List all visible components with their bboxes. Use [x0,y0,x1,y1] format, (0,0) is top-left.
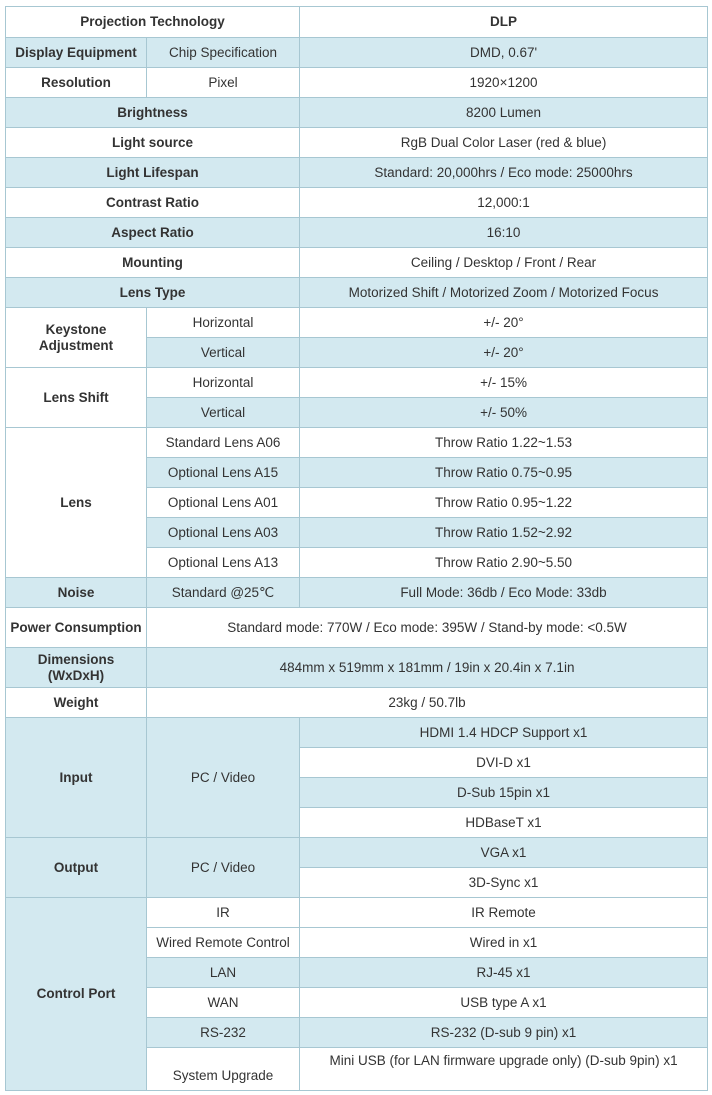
weight-label: Weight [6,688,147,718]
row-lens [6,428,708,458]
row-noise [6,578,708,608]
input-value: D-Sub 15pin x1 [300,778,708,808]
control-port-sub: Wired Remote Control [147,928,300,958]
output-label: Output [6,838,147,898]
light-source-value: RgB Dual Color Laser (red & blue) [300,128,708,158]
lens-shift-value: +/- 15% [300,368,708,398]
lens-type-label: Lens Type [6,278,300,308]
keystone-value: +/- 20° [300,338,708,368]
lens-sub: Standard Lens A06 [147,428,300,458]
weight-value: 23kg / 50.7lb [147,688,708,718]
display-equipment-sub: Chip Specification [147,38,300,68]
keystone-label: Keystone Adjustment [6,308,147,368]
row-control-port [6,898,708,928]
lens-shift-label: Lens Shift [6,368,147,428]
header-right: DLP [300,7,708,38]
row-dimensions [6,648,708,688]
control-port-sub: LAN [147,958,300,988]
input-value: DVI-D x1 [300,748,708,778]
output-value: 3D-Sync x1 [300,868,708,898]
control-port-value: USB type A x1 [300,988,708,1018]
display-equipment-label: Display Equipment [6,38,147,68]
lens-label: Lens [6,428,147,578]
output-sub: PC / Video [147,838,300,898]
row-output [6,838,708,868]
power-label: Power Consumption [6,608,147,648]
display-equipment-value: DMD, 0.67' [300,38,708,68]
control-port-sub: RS-232 [147,1018,300,1048]
light-lifespan-label: Light Lifespan [6,158,300,188]
lens-value: Throw Ratio 0.95~1.22 [300,488,708,518]
lens-shift-sub: Horizontal [147,368,300,398]
control-port-label: Control Port [6,898,147,1091]
row-display-equipment [6,38,708,68]
power-value: Standard mode: 770W / Eco mode: 395W / Stand-by mode: <0.5W [147,608,708,648]
row-light-lifespan [6,158,708,188]
resolution-label: Resolution [6,68,147,98]
row-brightness [6,98,708,128]
lens-sub: Optional Lens A01 [147,488,300,518]
dimensions-value: 484mm x 519mm x 181mm / 19in x 20.4in x 7.1in [147,648,708,688]
lens-type-value: Motorized Shift / Motorized Zoom / Motorized Focus [300,278,708,308]
control-port-value: Wired in x1 [300,928,708,958]
control-port-value: IR Remote [300,898,708,928]
aspect-ratio-value: 16:10 [300,218,708,248]
header-row [6,7,708,38]
lens-value: Throw Ratio 2.90~5.50 [300,548,708,578]
row-light-source [6,128,708,158]
control-port-sub: WAN [147,988,300,1018]
light-lifespan-value: Standard: 20,000hrs / Eco mode: 25000hrs [300,158,708,188]
keystone-sub: Horizontal [147,308,300,338]
mounting-label: Mounting [6,248,300,278]
resolution-sub: Pixel [147,68,300,98]
control-port-value: RJ-45 x1 [300,958,708,988]
noise-label: Noise [6,578,147,608]
lens-value: Throw Ratio 0.75~0.95 [300,458,708,488]
control-port-value: Mini USB (for LAN firmware upgrade only) (D-sub 9pin) x1 [300,1048,708,1091]
brightness-value: 8200 Lumen [300,98,708,128]
contrast-ratio-label: Contrast Ratio [6,188,300,218]
input-label: Input [6,718,147,838]
output-value: VGA x1 [300,838,708,868]
light-source-label: Light source [6,128,300,158]
row-lens-type [6,278,708,308]
lens-shift-sub: Vertical [147,398,300,428]
aspect-ratio-label: Aspect Ratio [6,218,300,248]
row-aspect-ratio [6,218,708,248]
row-weight [6,688,708,718]
header-left: Projection Technology [6,7,300,38]
row-power [6,608,708,648]
row-input [6,718,708,748]
lens-value: Throw Ratio 1.52~2.92 [300,518,708,548]
dimensions-label: Dimensions (WxDxH) [6,648,147,688]
contrast-ratio-value: 12,000:1 [300,188,708,218]
control-port-sub: System Upgrade [147,1048,300,1091]
input-value: HDMI 1.4 HDCP Support x1 [300,718,708,748]
noise-sub: Standard @25℃ [147,578,300,608]
row-lens-shift-horizontal [6,368,708,398]
keystone-sub: Vertical [147,338,300,368]
row-keystone-horizontal [6,308,708,338]
input-sub: PC / Video [147,718,300,838]
brightness-label: Brightness [6,98,300,128]
input-value: HDBaseT x1 [300,808,708,838]
lens-sub: Optional Lens A15 [147,458,300,488]
lens-sub: Optional Lens A13 [147,548,300,578]
control-port-value: RS-232 (D-sub 9 pin) x1 [300,1018,708,1048]
lens-value: Throw Ratio 1.22~1.53 [300,428,708,458]
row-mounting [6,248,708,278]
noise-value: Full Mode: 36db / Eco Mode: 33db [300,578,708,608]
mounting-value: Ceiling / Desktop / Front / Rear [300,248,708,278]
control-port-sub: IR [147,898,300,928]
spec-table [5,6,708,1091]
row-contrast-ratio [6,188,708,218]
lens-sub: Optional Lens A03 [147,518,300,548]
row-resolution [6,68,708,98]
keystone-value: +/- 20° [300,308,708,338]
lens-shift-value: +/- 50% [300,398,708,428]
resolution-value: 1920×1200 [300,68,708,98]
